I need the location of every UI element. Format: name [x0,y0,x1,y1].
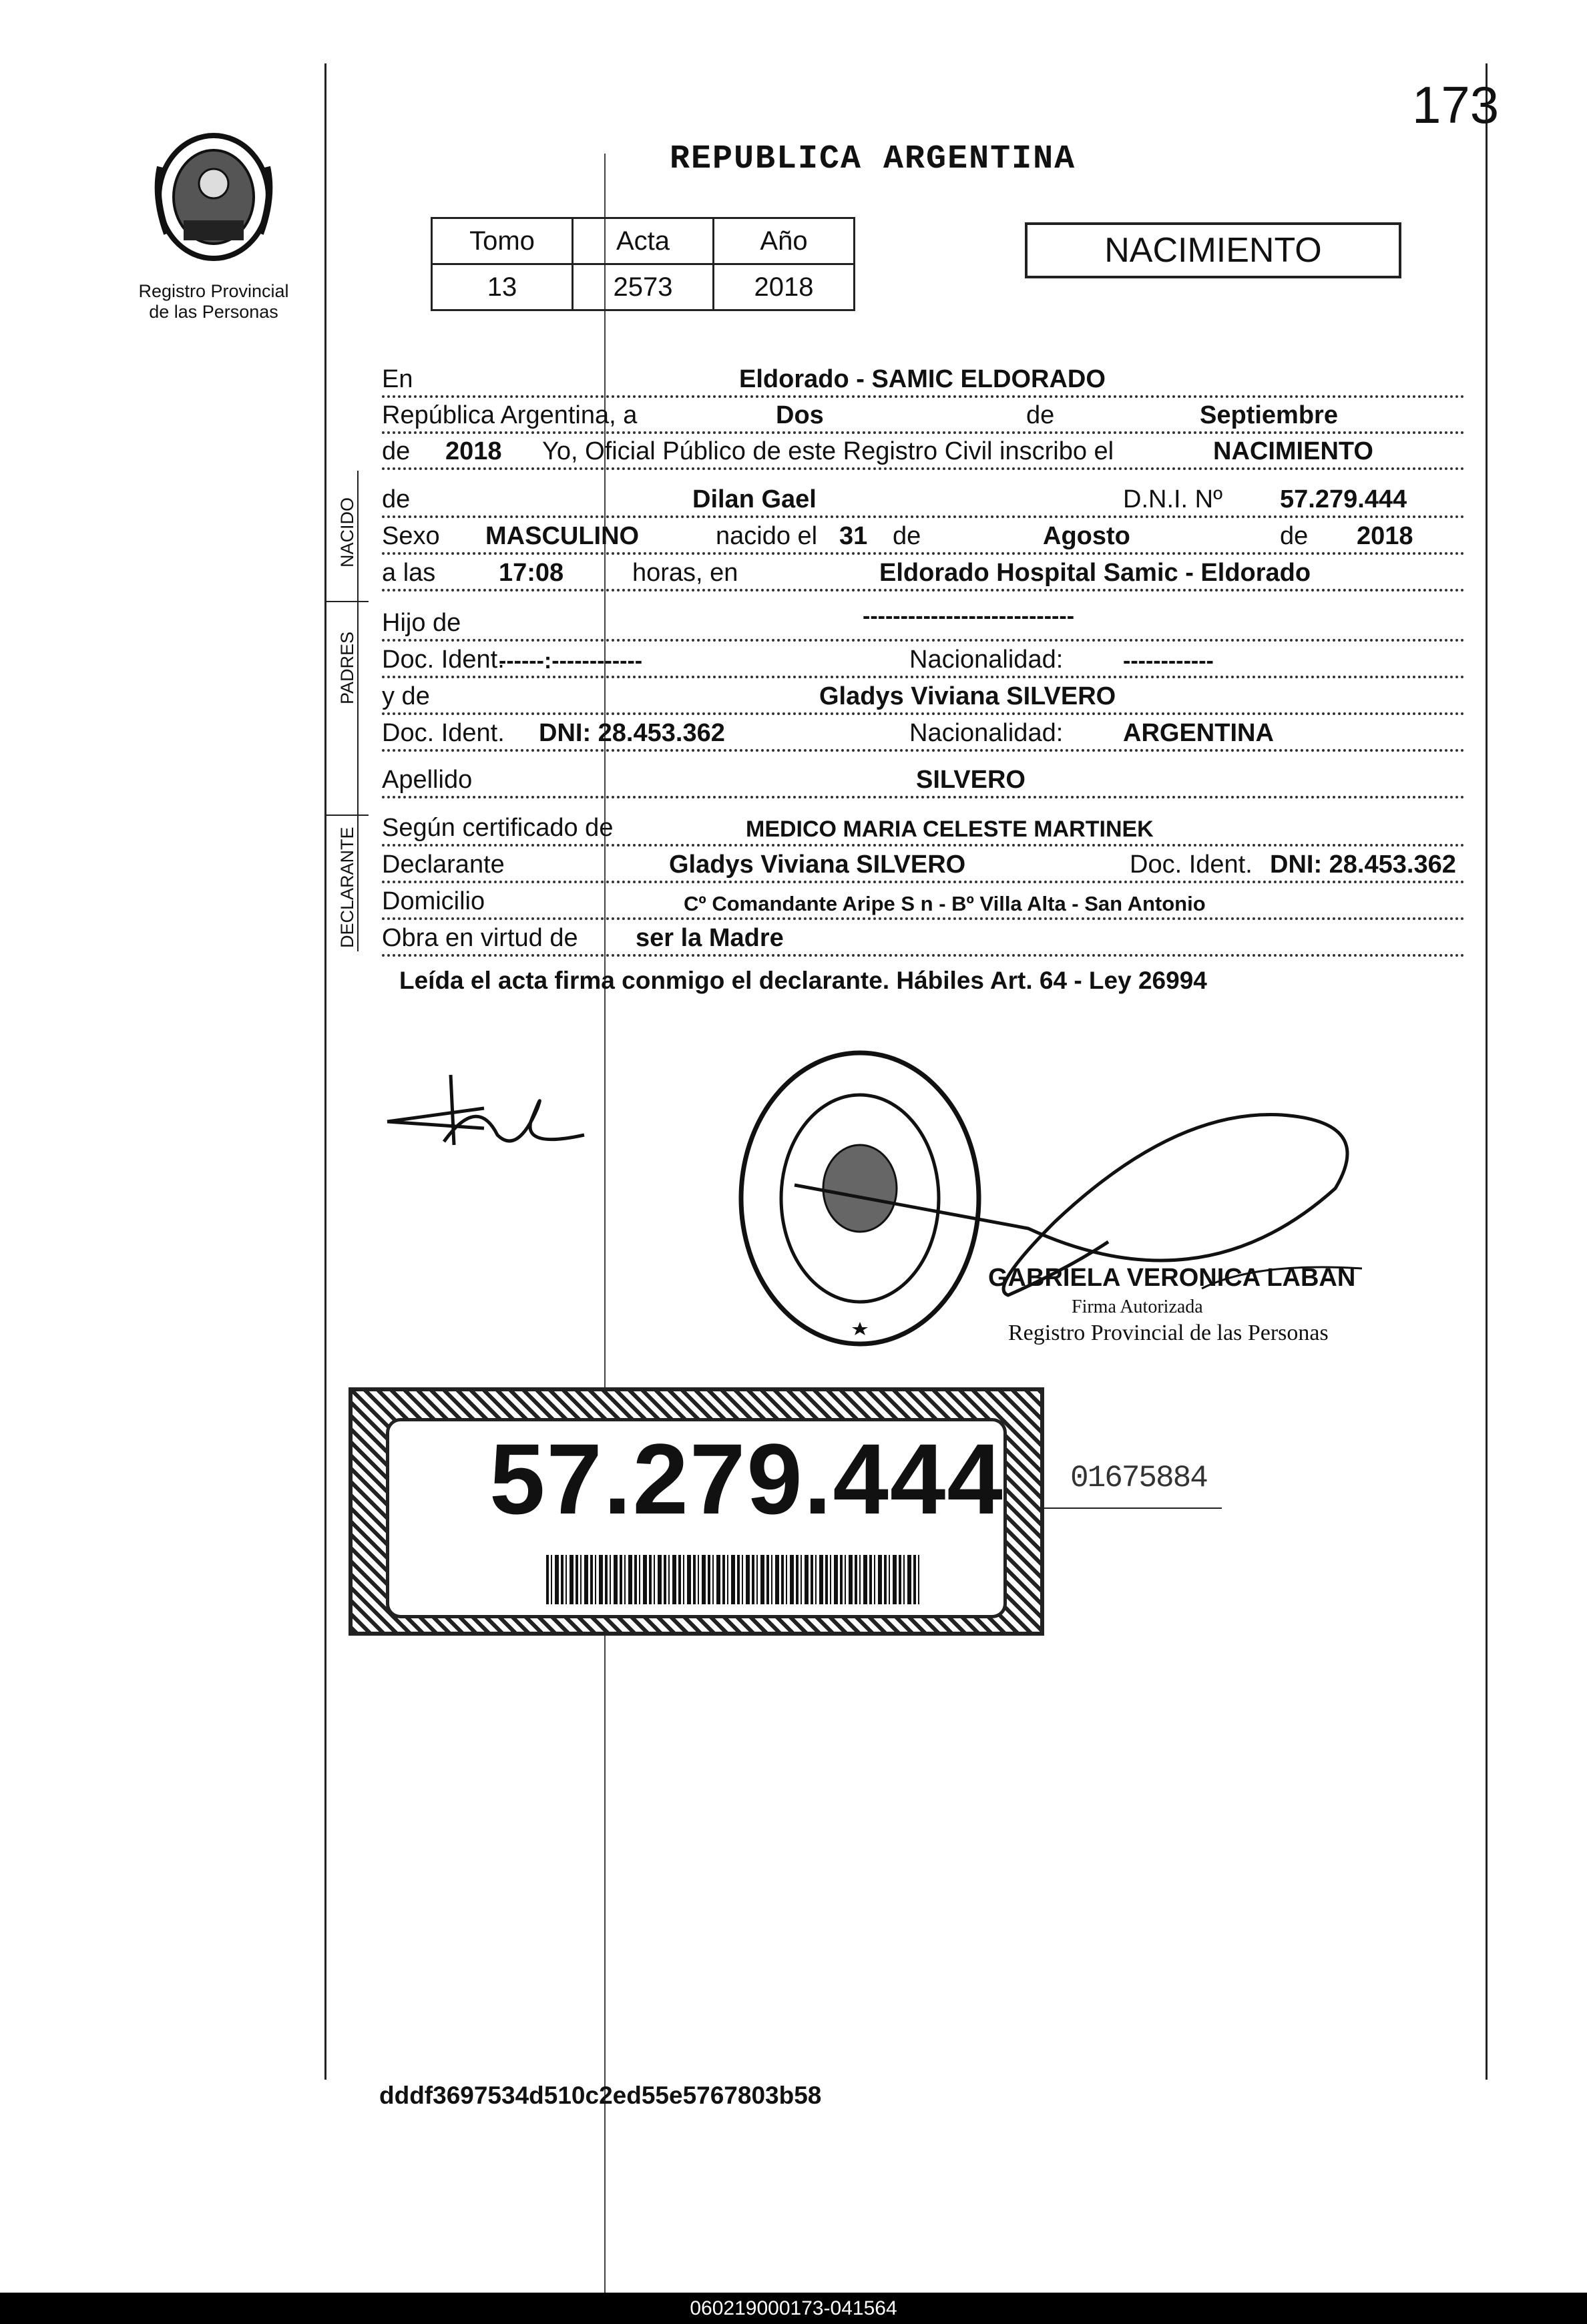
child-name: Dilan Gael [692,485,817,513]
row-father [382,604,1465,642]
birth-year: 2018 [1357,522,1413,550]
mother-nationality: ARGENTINA [1123,719,1274,747]
row-place [382,361,1465,398]
acta-label: Acta [573,218,714,264]
section-nacido: NACIDO [337,497,357,567]
anio-label: Año [714,218,855,264]
record-type-box: NACIMIENTO [1025,222,1401,278]
row-time [382,554,1465,592]
dni-sticker-inner [386,1418,1007,1618]
row-father-doc [382,641,1465,678]
republica-label: República Argentina, a [382,401,638,429]
acta-value: 2573 [573,264,714,310]
row-year [382,433,1465,470]
father-doc: ------:------------ [499,648,643,674]
dni-sticker [349,1387,1044,1636]
nacionalidad-label: Nacionalidad: [909,719,1064,747]
folio-number: 01675884 [1070,1461,1207,1495]
signer-name: GABRIELA VERONICA LABAN [988,1264,1356,1292]
doc-label: Doc. Ident. [382,719,505,747]
cert-label: Según certificado de [382,814,614,842]
section-divider [325,815,369,816]
obra-label: Obra en virtud de [382,924,578,952]
anio-value: 2018 [714,264,855,310]
document-hash: dddf3697534d510c2ed55e5767803b58 [379,2082,822,2109]
section-declarante: DECLARANTE [337,827,357,948]
father-nationality: ------------ [1123,648,1214,674]
row-address [382,883,1465,920]
sticker-dni: 57.279.444 [489,1423,1004,1535]
cert-value: MEDICO MARIA CELESTE MARTINEK [746,817,1154,842]
section-divider [325,601,369,602]
fold-line [604,154,606,2293]
tomo-label: Tomo [432,218,573,264]
declarante-label: Declarante [382,851,505,879]
page-title: REPUBLICA ARGENTINA [670,140,1076,178]
row-declarant [382,846,1465,883]
registry-name-line1: Registro Provincial [138,281,289,301]
mother-doc: DNI: 28.453.362 [539,719,725,747]
place-value: Eldorado - SAMIC ELDORADO [739,365,1106,393]
official-signature-icon [384,1068,598,1162]
sexo-label: Sexo [382,522,440,550]
row-obra [382,919,1465,957]
nacionalidad-label: Nacionalidad: [909,646,1064,674]
right-margin-rule [1486,63,1488,2080]
birth-time: 17:08 [499,559,564,587]
row-mother [382,678,1465,715]
nacido-el-label: nacido el [716,522,818,550]
year-value: 2018 [445,437,502,465]
father-value: ---------------------------- [863,604,1075,629]
a-las-label: a las [382,559,436,587]
folio-underline [1042,1507,1222,1509]
row-certificate [382,809,1465,847]
footer-id: 060219000173-041564 [0,2293,1587,2324]
birth-place: Eldorado Hospital Samic - Eldorado [879,559,1311,587]
de-label: de [382,485,411,513]
birth-month: Agosto [1043,522,1130,550]
declarant-name: Gladys Viviana SILVERO [669,851,966,879]
section-padres: PADRES [337,631,357,704]
hijo-label: Hijo de [382,609,461,637]
sex-value: MASCULINO [485,522,640,550]
page-number: 173 [1412,75,1500,134]
de-label: de [1026,401,1055,429]
day-value: Dos [776,401,824,429]
left-margin-rule [324,63,326,2080]
domicilio-label: Domicilio [382,887,485,915]
de-label: de [382,437,411,465]
apellido-label: Apellido [382,766,473,794]
de-label: de [893,522,921,550]
mother-name: Gladys Viviana SILVERO [819,682,1116,710]
signer-registry: Registro Provincial de las Personas [1008,1321,1329,1345]
month-value: Septiembre [1200,401,1338,429]
row-mother-doc [382,714,1465,752]
address-value: Cº Comandante Aripe S n - Bº Villa Alta - San Antonio [684,892,1206,915]
row-name [382,481,1465,518]
dni-label: D.N.I. Nº [1123,485,1222,513]
row-surname [382,761,1465,798]
en-label: En [382,365,413,393]
registry-name-line2: de las Personas [149,302,278,322]
yo-text: Yo, Oficial Público de este Registro Civil inscribo el [542,437,1114,465]
obra-value: ser la Madre [636,924,784,952]
signer-role: Firma Autorizada [1072,1297,1203,1317]
province-seal [127,127,300,322]
de-label: de [1280,522,1309,550]
closing-statement: Leída el acta firma conmigo el declarante. Hábiles Art. 64 - Ley 26994 [399,967,1207,994]
birth-day: 31 [839,522,868,550]
inscribe-value: NACIMIENTO [1213,437,1373,465]
barcode-icon [546,1555,920,1604]
doc-label: Doc. Ident. [1130,851,1253,879]
tomo-value: 13 [432,264,573,310]
row-sex [382,517,1465,555]
tomo-acta-anio-table [431,217,855,311]
surname-value: SILVERO [916,766,1026,794]
y-de-label: y de [382,682,430,710]
declarant-doc: DNI: 28.453.362 [1270,851,1456,879]
horas-label: horas, en [632,559,738,587]
doc-label: Doc. Ident. [382,646,505,674]
row-date [382,397,1465,434]
province-seal-icon [147,127,280,274]
child-dni: 57.279.444 [1280,485,1407,513]
